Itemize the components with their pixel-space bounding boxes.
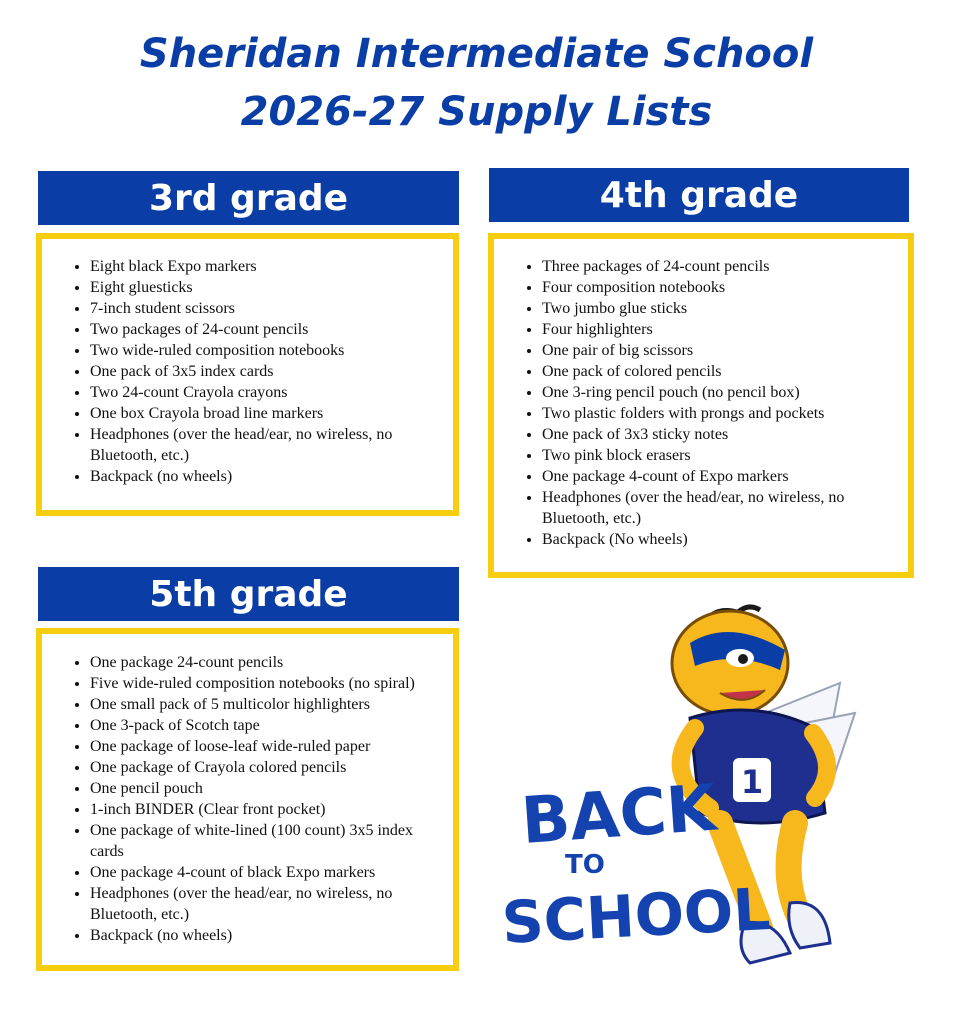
sneaker-right (789, 903, 830, 949)
list-item: • Four composition notebooks (542, 277, 908, 298)
grade4-banner (489, 168, 909, 222)
list-item: • Eight black Expo markers (90, 256, 453, 277)
list-item: • Headphones (over the head/ear, no wireless, no Bluetooth, etc.) (90, 424, 453, 466)
page-title-line1: Sheridan Intermediate School (139, 31, 814, 77)
list-item: • One pencil pouch (90, 778, 453, 799)
list-item: • Backpack (no wheels) (90, 925, 453, 946)
jersey-number: 1 (740, 763, 764, 801)
back-to-school-mascot-image (495, 598, 890, 973)
list-item: • One pack of colored pencils (542, 361, 908, 382)
page-title-line2: 2026-27 Supply Lists (240, 89, 713, 135)
list-item: • 7-inch student scissors (90, 298, 453, 319)
grade4-list-box (488, 233, 914, 578)
list-item: • Four highlighters (542, 319, 908, 340)
list-item: • One package of loose-leaf wide-ruled paper (90, 736, 453, 757)
list-item: • Headphones (over the head/ear, no wireless, no Bluetooth, etc.) (90, 883, 453, 925)
list-item: • One package 24-count pencils (90, 652, 453, 673)
list-item: • One pair of big scissors (542, 340, 908, 361)
list-item: • One pack of 3x5 index cards (90, 361, 453, 382)
list-item: • Two 24-count Crayola crayons (90, 382, 453, 403)
grade4-title: 4th grade (599, 174, 799, 216)
grade3-title: 3rd grade (148, 177, 349, 219)
list-item: • One box Crayola broad line markers (90, 403, 453, 424)
list-item: • One 3-pack of Scotch tape (90, 715, 453, 736)
list-item: • One package of Crayola colored pencils (90, 757, 453, 778)
lettering-back: BACK (518, 771, 719, 859)
list-item: • Backpack (No wheels) (542, 529, 908, 550)
list-item: • 1-inch BINDER (Clear front pocket) (90, 799, 453, 820)
list-item: • Two wide-ruled composition notebooks (90, 340, 453, 361)
grade3-banner (38, 171, 459, 225)
grade5-list-box (36, 628, 459, 971)
list-item: • One package of white-lined (100 count) 3x5 index cards (90, 820, 453, 862)
lettering-school: SCHOOL (500, 875, 772, 957)
list-item: • Two pink block erasers (542, 445, 908, 466)
list-item: • Two plastic folders with prongs and pockets (542, 403, 908, 424)
list-item: • One package 4-count of Expo markers (542, 466, 908, 487)
list-item: • Headphones (over the head/ear, no wireless, no Bluetooth, etc.) (542, 487, 908, 529)
list-item: • Backpack (no wheels) (90, 466, 453, 487)
grade5-title: 5th grade (149, 573, 348, 615)
grade3-list (42, 256, 453, 487)
list-item: • Five wide-ruled composition notebooks (no spiral) (90, 673, 453, 694)
list-item: • Two jumbo glue sticks (542, 298, 908, 319)
list-item: • Eight gluesticks (90, 277, 453, 298)
list-item: • One package 4-count of black Expo markers (90, 862, 453, 883)
list-item: • One 3-ring pencil pouch (no pencil box) (542, 382, 908, 403)
list-item: • One pack of 3x3 sticky notes (542, 424, 908, 445)
list-item: • One small pack of 5 multicolor highlighters (90, 694, 453, 715)
grade4-list (494, 256, 908, 550)
list-item: • Three packages of 24-count pencils (542, 256, 908, 277)
lettering-to: TO (565, 850, 605, 880)
grade5-list (42, 652, 453, 946)
list-item: • Two packages of 24-count pencils (90, 319, 453, 340)
grade3-list-box (36, 233, 459, 516)
grade5-banner (38, 567, 459, 621)
